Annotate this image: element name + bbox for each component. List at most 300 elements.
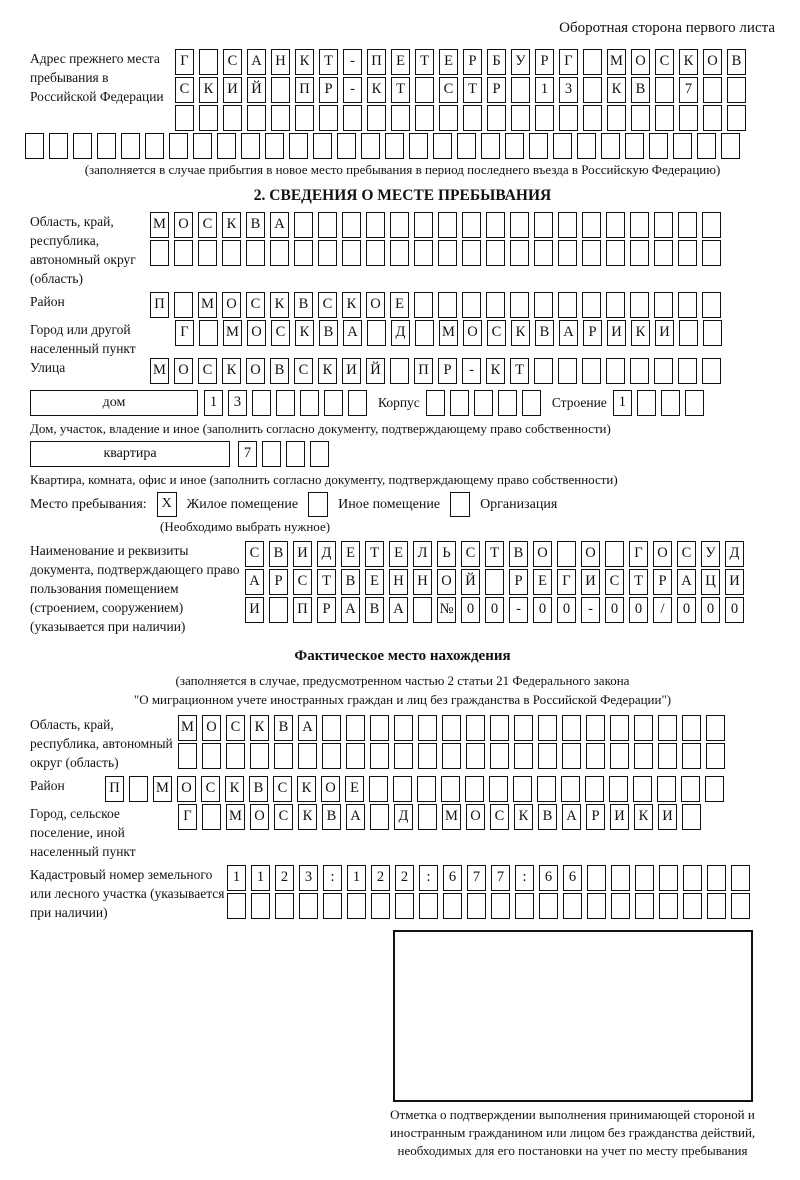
char-box[interactable] bbox=[587, 865, 606, 891]
char-box[interactable]: - bbox=[509, 597, 528, 623]
char-box[interactable]: М bbox=[150, 358, 169, 384]
char-box[interactable] bbox=[450, 390, 469, 416]
char-box[interactable] bbox=[561, 776, 580, 802]
char-box[interactable] bbox=[679, 105, 698, 131]
char-box[interactable] bbox=[706, 743, 725, 769]
char-box[interactable] bbox=[522, 390, 541, 416]
char-box[interactable] bbox=[510, 240, 529, 266]
char-box[interactable]: 1 bbox=[204, 390, 223, 416]
char-box[interactable]: В bbox=[538, 804, 557, 830]
char-box[interactable]: Р bbox=[319, 77, 338, 103]
char-box[interactable]: О bbox=[174, 212, 193, 238]
char-box[interactable] bbox=[390, 212, 409, 238]
char-box[interactable] bbox=[318, 240, 337, 266]
char-box[interactable] bbox=[611, 893, 630, 919]
char-box[interactable]: К bbox=[486, 358, 505, 384]
char-box[interactable] bbox=[393, 776, 412, 802]
char-box[interactable]: 7 bbox=[467, 865, 486, 891]
char-box[interactable] bbox=[462, 212, 481, 238]
char-box[interactable] bbox=[606, 358, 625, 384]
char-box[interactable] bbox=[294, 240, 313, 266]
char-box[interactable] bbox=[487, 105, 506, 131]
char-box[interactable] bbox=[611, 865, 630, 891]
char-box[interactable]: 0 bbox=[485, 597, 504, 623]
char-box[interactable]: 0 bbox=[677, 597, 696, 623]
char-box[interactable] bbox=[661, 390, 680, 416]
char-box[interactable] bbox=[655, 77, 674, 103]
char-box[interactable] bbox=[241, 133, 260, 159]
char-box[interactable] bbox=[426, 390, 445, 416]
char-box[interactable] bbox=[486, 240, 505, 266]
char-box[interactable] bbox=[538, 743, 557, 769]
char-box[interactable] bbox=[702, 358, 721, 384]
char-box[interactable] bbox=[634, 743, 653, 769]
char-box[interactable] bbox=[274, 743, 293, 769]
char-box[interactable] bbox=[462, 292, 481, 318]
char-box[interactable] bbox=[558, 212, 577, 238]
char-box[interactable] bbox=[682, 804, 701, 830]
checkbox-residential[interactable]: X bbox=[157, 492, 177, 517]
char-box[interactable]: О bbox=[437, 569, 456, 595]
char-box[interactable]: К bbox=[514, 804, 533, 830]
char-box[interactable] bbox=[634, 715, 653, 741]
char-box[interactable] bbox=[539, 893, 558, 919]
char-box[interactable]: Д bbox=[725, 541, 744, 567]
char-box[interactable] bbox=[370, 715, 389, 741]
char-box[interactable] bbox=[514, 743, 533, 769]
char-box[interactable] bbox=[558, 358, 577, 384]
char-box[interactable] bbox=[703, 77, 722, 103]
char-box[interactable]: О bbox=[250, 804, 269, 830]
char-box[interactable]: С bbox=[318, 292, 337, 318]
char-box[interactable]: С bbox=[490, 804, 509, 830]
char-box[interactable]: 1 bbox=[251, 865, 270, 891]
char-box[interactable] bbox=[558, 240, 577, 266]
checkbox-organization[interactable] bbox=[450, 492, 470, 517]
char-box[interactable] bbox=[73, 133, 92, 159]
char-box[interactable] bbox=[390, 358, 409, 384]
char-box[interactable]: О bbox=[533, 541, 552, 567]
char-box[interactable]: И bbox=[223, 77, 242, 103]
char-box[interactable]: Н bbox=[271, 49, 290, 75]
char-box[interactable]: Д bbox=[391, 320, 410, 346]
char-box[interactable]: К bbox=[295, 320, 314, 346]
char-box[interactable] bbox=[318, 212, 337, 238]
char-box[interactable] bbox=[659, 865, 678, 891]
char-box[interactable] bbox=[394, 743, 413, 769]
char-box[interactable] bbox=[630, 358, 649, 384]
char-box[interactable] bbox=[511, 77, 530, 103]
char-box[interactable]: И bbox=[610, 804, 629, 830]
char-box[interactable]: К bbox=[342, 292, 361, 318]
char-box[interactable]: В bbox=[509, 541, 528, 567]
char-box[interactable] bbox=[418, 804, 437, 830]
char-box[interactable]: К bbox=[199, 77, 218, 103]
char-box[interactable]: В bbox=[727, 49, 746, 75]
char-box[interactable]: 7 bbox=[238, 441, 257, 467]
char-box[interactable] bbox=[394, 715, 413, 741]
char-box[interactable]: О bbox=[247, 320, 266, 346]
char-box[interactable]: Р bbox=[583, 320, 602, 346]
char-box[interactable]: С bbox=[294, 358, 313, 384]
char-box[interactable]: В bbox=[246, 212, 265, 238]
char-box[interactable]: - bbox=[343, 77, 362, 103]
char-box[interactable]: А bbox=[562, 804, 581, 830]
char-box[interactable]: П bbox=[414, 358, 433, 384]
char-box[interactable]: И bbox=[581, 569, 600, 595]
char-box[interactable]: К bbox=[295, 49, 314, 75]
char-box[interactable] bbox=[462, 240, 481, 266]
char-box[interactable] bbox=[654, 292, 673, 318]
char-box[interactable] bbox=[310, 441, 329, 467]
char-box[interactable] bbox=[178, 743, 197, 769]
char-box[interactable] bbox=[673, 133, 692, 159]
char-box[interactable]: О bbox=[174, 358, 193, 384]
char-box[interactable] bbox=[637, 390, 656, 416]
char-box[interactable]: 0 bbox=[557, 597, 576, 623]
char-box[interactable] bbox=[174, 240, 193, 266]
char-box[interactable]: Е bbox=[391, 49, 410, 75]
char-box[interactable] bbox=[557, 541, 576, 567]
char-box[interactable]: Й bbox=[247, 77, 266, 103]
char-box[interactable]: К bbox=[250, 715, 269, 741]
char-box[interactable] bbox=[702, 240, 721, 266]
char-box[interactable] bbox=[625, 133, 644, 159]
char-box[interactable]: 0 bbox=[461, 597, 480, 623]
char-box[interactable]: П bbox=[293, 597, 312, 623]
char-box[interactable] bbox=[605, 541, 624, 567]
char-box[interactable]: 0 bbox=[629, 597, 648, 623]
char-box[interactable]: Л bbox=[413, 541, 432, 567]
char-box[interactable]: О bbox=[653, 541, 672, 567]
char-box[interactable]: Т bbox=[485, 541, 504, 567]
char-box[interactable]: Р bbox=[269, 569, 288, 595]
char-box[interactable]: 2 bbox=[275, 865, 294, 891]
char-box[interactable] bbox=[610, 715, 629, 741]
char-box[interactable] bbox=[577, 133, 596, 159]
char-box[interactable]: Т bbox=[415, 49, 434, 75]
char-box[interactable] bbox=[631, 105, 650, 131]
char-box[interactable] bbox=[630, 212, 649, 238]
char-box[interactable]: А bbox=[270, 212, 289, 238]
char-box[interactable]: М bbox=[223, 320, 242, 346]
char-box[interactable] bbox=[510, 212, 529, 238]
char-box[interactable]: П bbox=[295, 77, 314, 103]
char-box[interactable]: 3 bbox=[299, 865, 318, 891]
char-box[interactable] bbox=[443, 893, 462, 919]
char-box[interactable]: К bbox=[318, 358, 337, 384]
char-box[interactable]: Е bbox=[439, 49, 458, 75]
char-box[interactable] bbox=[324, 390, 343, 416]
char-box[interactable] bbox=[438, 212, 457, 238]
char-box[interactable]: К bbox=[679, 49, 698, 75]
char-box[interactable] bbox=[270, 240, 289, 266]
char-box[interactable]: 2 bbox=[395, 865, 414, 891]
char-box[interactable]: Г bbox=[175, 320, 194, 346]
char-box[interactable] bbox=[601, 133, 620, 159]
char-box[interactable] bbox=[630, 292, 649, 318]
char-box[interactable] bbox=[485, 569, 504, 595]
char-box[interactable]: С bbox=[271, 320, 290, 346]
char-box[interactable]: Е bbox=[389, 541, 408, 567]
char-box[interactable]: О bbox=[246, 358, 265, 384]
char-box[interactable] bbox=[655, 105, 674, 131]
char-box[interactable]: С bbox=[198, 212, 217, 238]
char-box[interactable] bbox=[442, 715, 461, 741]
char-box[interactable]: К bbox=[270, 292, 289, 318]
char-box[interactable] bbox=[49, 133, 68, 159]
char-box[interactable] bbox=[441, 776, 460, 802]
char-box[interactable]: О bbox=[466, 804, 485, 830]
char-box[interactable]: Р bbox=[438, 358, 457, 384]
char-box[interactable] bbox=[418, 715, 437, 741]
char-box[interactable] bbox=[679, 320, 698, 346]
char-box[interactable] bbox=[466, 743, 485, 769]
char-box[interactable]: Р bbox=[487, 77, 506, 103]
char-box[interactable] bbox=[491, 893, 510, 919]
char-box[interactable]: Е bbox=[365, 569, 384, 595]
char-box[interactable]: С bbox=[198, 358, 217, 384]
char-box[interactable] bbox=[681, 776, 700, 802]
char-box[interactable]: К bbox=[607, 77, 626, 103]
char-box[interactable] bbox=[252, 390, 271, 416]
char-box[interactable] bbox=[415, 320, 434, 346]
char-box[interactable] bbox=[174, 292, 193, 318]
char-box[interactable]: Е bbox=[533, 569, 552, 595]
char-box[interactable] bbox=[265, 133, 284, 159]
char-box[interactable] bbox=[25, 133, 44, 159]
char-box[interactable] bbox=[465, 776, 484, 802]
char-box[interactable] bbox=[313, 133, 332, 159]
char-box[interactable]: С bbox=[461, 541, 480, 567]
char-box[interactable] bbox=[535, 105, 554, 131]
char-box[interactable]: О bbox=[366, 292, 385, 318]
char-box[interactable]: 7 bbox=[491, 865, 510, 891]
char-box[interactable]: Г bbox=[178, 804, 197, 830]
char-box[interactable]: С bbox=[487, 320, 506, 346]
char-box[interactable] bbox=[438, 292, 457, 318]
char-box[interactable] bbox=[702, 212, 721, 238]
char-box[interactable]: С bbox=[677, 541, 696, 567]
char-box[interactable]: 1 bbox=[613, 390, 632, 416]
char-box[interactable]: П bbox=[105, 776, 124, 802]
char-box[interactable] bbox=[678, 358, 697, 384]
char-box[interactable]: П bbox=[150, 292, 169, 318]
char-box[interactable] bbox=[262, 441, 281, 467]
char-box[interactable]: К bbox=[222, 358, 241, 384]
char-box[interactable] bbox=[367, 320, 386, 346]
char-box[interactable] bbox=[121, 133, 140, 159]
char-box[interactable] bbox=[269, 597, 288, 623]
char-box[interactable]: В bbox=[270, 358, 289, 384]
char-box[interactable] bbox=[498, 390, 517, 416]
char-box[interactable]: С bbox=[201, 776, 220, 802]
char-box[interactable] bbox=[227, 893, 246, 919]
char-box[interactable] bbox=[343, 105, 362, 131]
char-box[interactable] bbox=[657, 776, 676, 802]
char-box[interactable]: - bbox=[581, 597, 600, 623]
char-box[interactable] bbox=[587, 893, 606, 919]
char-box[interactable] bbox=[275, 893, 294, 919]
char-box[interactable] bbox=[706, 715, 725, 741]
char-box[interactable]: Г bbox=[557, 569, 576, 595]
char-box[interactable] bbox=[323, 893, 342, 919]
char-box[interactable] bbox=[529, 133, 548, 159]
char-box[interactable] bbox=[342, 212, 361, 238]
char-box[interactable] bbox=[250, 743, 269, 769]
char-box[interactable]: И bbox=[725, 569, 744, 595]
char-box[interactable] bbox=[202, 804, 221, 830]
char-box[interactable]: 0 bbox=[725, 597, 744, 623]
char-box[interactable] bbox=[583, 77, 602, 103]
char-box[interactable]: О bbox=[222, 292, 241, 318]
char-box[interactable] bbox=[606, 240, 625, 266]
char-box[interactable] bbox=[419, 893, 438, 919]
char-box[interactable]: А bbox=[389, 597, 408, 623]
char-box[interactable] bbox=[505, 133, 524, 159]
char-box[interactable] bbox=[463, 105, 482, 131]
char-box[interactable] bbox=[553, 133, 572, 159]
char-box[interactable]: В bbox=[274, 715, 293, 741]
char-box[interactable] bbox=[467, 893, 486, 919]
char-box[interactable]: О bbox=[703, 49, 722, 75]
char-box[interactable] bbox=[559, 105, 578, 131]
char-box[interactable]: Й bbox=[366, 358, 385, 384]
char-box[interactable] bbox=[534, 358, 553, 384]
char-box[interactable] bbox=[582, 212, 601, 238]
char-box[interactable] bbox=[369, 776, 388, 802]
char-box[interactable]: 7 bbox=[679, 77, 698, 103]
char-box[interactable] bbox=[418, 743, 437, 769]
char-box[interactable] bbox=[683, 893, 702, 919]
char-box[interactable]: О bbox=[202, 715, 221, 741]
char-box[interactable]: С bbox=[245, 541, 264, 567]
char-box[interactable]: А bbox=[346, 804, 365, 830]
char-box[interactable]: И bbox=[245, 597, 264, 623]
char-box[interactable] bbox=[439, 105, 458, 131]
char-box[interactable]: Р bbox=[586, 804, 605, 830]
char-box[interactable]: О bbox=[631, 49, 650, 75]
char-box[interactable] bbox=[361, 133, 380, 159]
char-box[interactable] bbox=[515, 893, 534, 919]
char-box[interactable] bbox=[609, 776, 628, 802]
char-box[interactable] bbox=[707, 893, 726, 919]
char-box[interactable]: И bbox=[293, 541, 312, 567]
char-box[interactable]: П bbox=[367, 49, 386, 75]
char-box[interactable] bbox=[300, 390, 319, 416]
char-box[interactable] bbox=[582, 240, 601, 266]
char-box[interactable] bbox=[630, 240, 649, 266]
char-box[interactable] bbox=[583, 49, 602, 75]
char-box[interactable] bbox=[727, 77, 746, 103]
char-box[interactable] bbox=[466, 715, 485, 741]
char-box[interactable] bbox=[678, 292, 697, 318]
char-box[interactable] bbox=[481, 133, 500, 159]
char-box[interactable] bbox=[610, 743, 629, 769]
char-box[interactable] bbox=[337, 133, 356, 159]
char-box[interactable]: А bbox=[559, 320, 578, 346]
char-box[interactable]: Т bbox=[319, 49, 338, 75]
char-box[interactable]: М bbox=[226, 804, 245, 830]
char-box[interactable] bbox=[417, 776, 436, 802]
char-box[interactable]: А bbox=[298, 715, 317, 741]
char-box[interactable]: В bbox=[322, 804, 341, 830]
char-box[interactable]: М bbox=[442, 804, 461, 830]
char-box[interactable]: Г bbox=[629, 541, 648, 567]
char-box[interactable]: 1 bbox=[227, 865, 246, 891]
char-box[interactable] bbox=[486, 212, 505, 238]
char-box[interactable] bbox=[367, 105, 386, 131]
char-box[interactable] bbox=[202, 743, 221, 769]
char-box[interactable]: К bbox=[297, 776, 316, 802]
char-box[interactable] bbox=[721, 133, 740, 159]
char-box[interactable] bbox=[271, 105, 290, 131]
char-box[interactable]: С bbox=[226, 715, 245, 741]
char-box[interactable]: М bbox=[153, 776, 172, 802]
char-box[interactable] bbox=[342, 240, 361, 266]
char-box[interactable]: В bbox=[365, 597, 384, 623]
char-box[interactable] bbox=[703, 105, 722, 131]
char-box[interactable]: В bbox=[269, 541, 288, 567]
char-box[interactable] bbox=[289, 133, 308, 159]
char-box[interactable] bbox=[510, 292, 529, 318]
char-box[interactable] bbox=[514, 715, 533, 741]
char-box[interactable]: - bbox=[343, 49, 362, 75]
char-box[interactable]: : bbox=[419, 865, 438, 891]
char-box[interactable] bbox=[415, 77, 434, 103]
char-box[interactable] bbox=[348, 390, 367, 416]
char-box[interactable] bbox=[635, 865, 654, 891]
char-box[interactable]: Г bbox=[559, 49, 578, 75]
char-box[interactable] bbox=[370, 743, 389, 769]
char-box[interactable]: А bbox=[247, 49, 266, 75]
char-box[interactable] bbox=[707, 865, 726, 891]
char-box[interactable] bbox=[409, 133, 428, 159]
char-box[interactable]: М bbox=[150, 212, 169, 238]
char-box[interactable]: Т bbox=[463, 77, 482, 103]
char-box[interactable] bbox=[585, 776, 604, 802]
char-box[interactable] bbox=[294, 212, 313, 238]
char-box[interactable] bbox=[371, 893, 390, 919]
char-box[interactable]: М bbox=[178, 715, 197, 741]
char-box[interactable]: О bbox=[581, 541, 600, 567]
char-box[interactable]: Р bbox=[535, 49, 554, 75]
char-box[interactable] bbox=[298, 743, 317, 769]
char-box[interactable]: Б bbox=[487, 49, 506, 75]
char-box[interactable] bbox=[606, 292, 625, 318]
char-box[interactable] bbox=[731, 893, 750, 919]
char-box[interactable] bbox=[395, 893, 414, 919]
char-box[interactable] bbox=[562, 715, 581, 741]
char-box[interactable]: 6 bbox=[443, 865, 462, 891]
char-box[interactable] bbox=[247, 105, 266, 131]
char-box[interactable]: В bbox=[631, 77, 650, 103]
char-box[interactable]: 3 bbox=[559, 77, 578, 103]
char-box[interactable]: С bbox=[175, 77, 194, 103]
char-box[interactable]: К bbox=[222, 212, 241, 238]
char-box[interactable]: В bbox=[294, 292, 313, 318]
char-box[interactable]: Т bbox=[510, 358, 529, 384]
char-box[interactable] bbox=[654, 240, 673, 266]
char-box[interactable]: Н bbox=[413, 569, 432, 595]
char-box[interactable]: Т bbox=[629, 569, 648, 595]
char-box[interactable] bbox=[534, 292, 553, 318]
char-box[interactable] bbox=[370, 804, 389, 830]
char-box[interactable] bbox=[654, 358, 673, 384]
char-box[interactable] bbox=[169, 133, 188, 159]
char-box[interactable] bbox=[347, 893, 366, 919]
char-box[interactable] bbox=[511, 105, 530, 131]
